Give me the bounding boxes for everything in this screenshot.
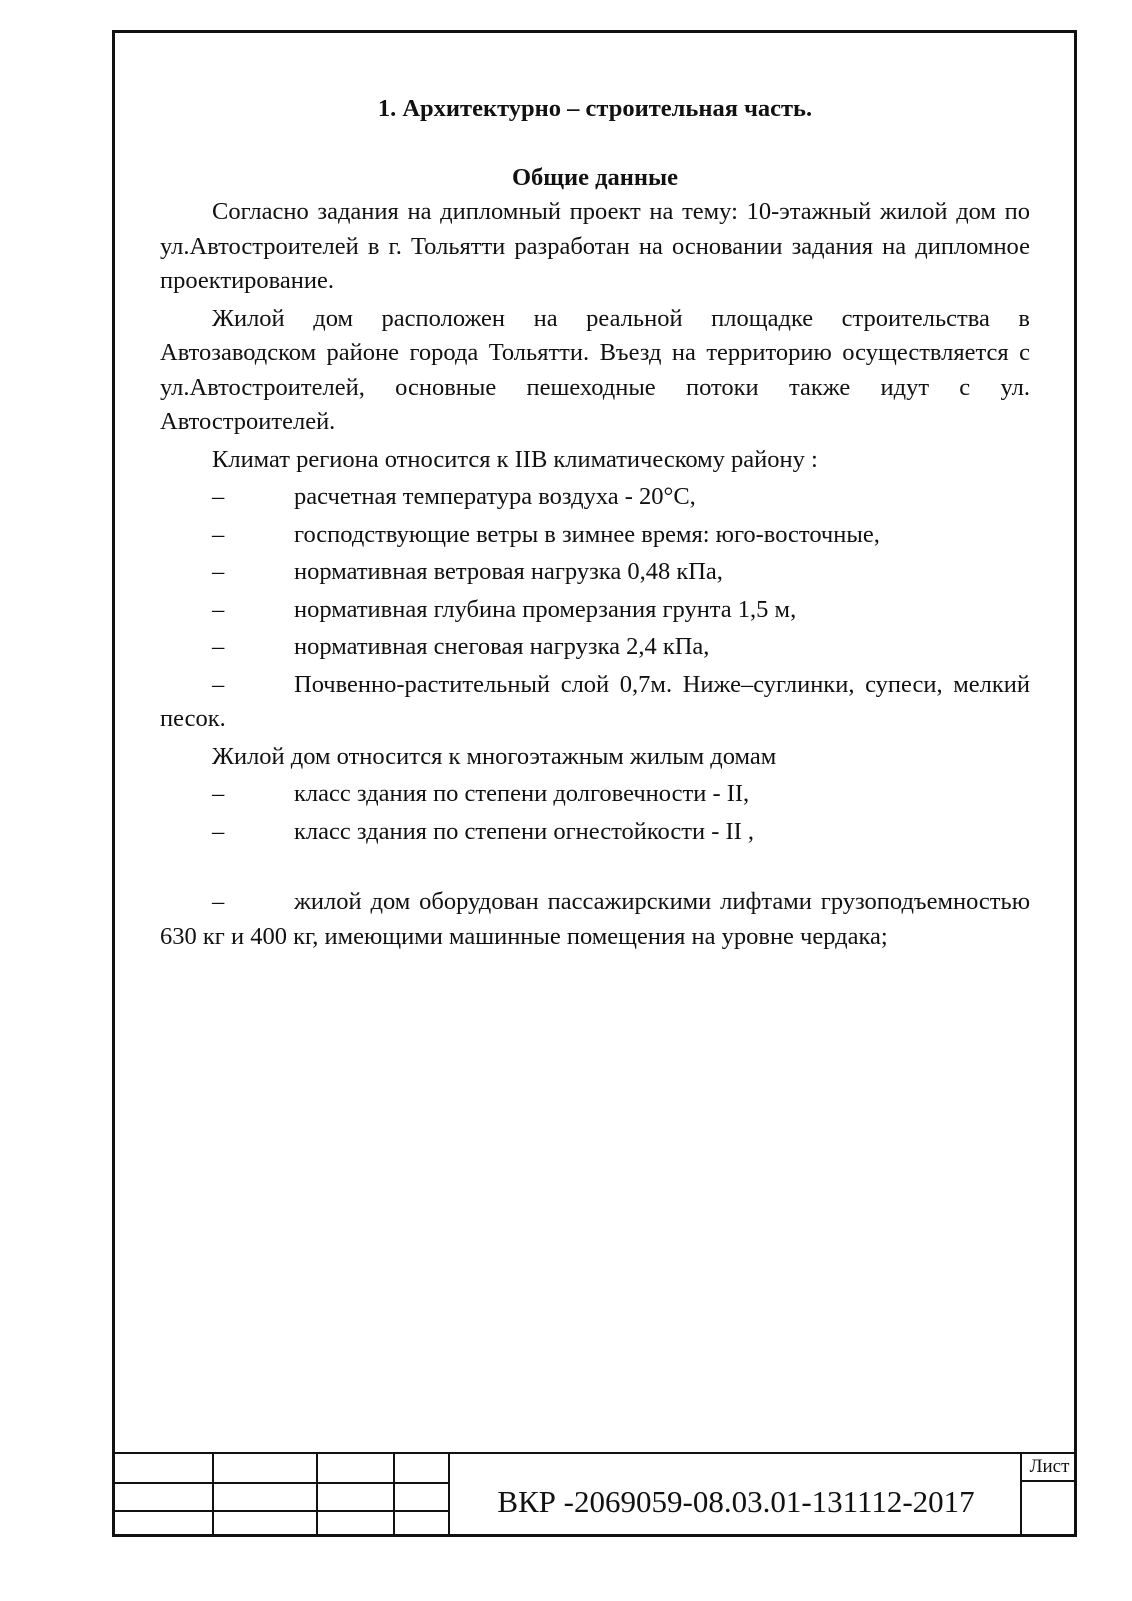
stamp-top-line — [112, 1452, 1077, 1454]
list-dash: – — [212, 633, 225, 660]
stamp-col-line — [316, 1452, 318, 1537]
stamp-sheet-line — [1022, 1480, 1077, 1482]
list-item: – Почвенно-растительный слой 0,7м. Ниже–суглинки, супеси, мелкий песок. — [160, 668, 1030, 737]
subsection-heading: Общие данные — [512, 163, 678, 191]
list-item: – нормативная глубина промерзания грунта 1,5 м, — [160, 593, 1030, 628]
paragraph-location: Жилой дом расположен на реальной площадке строительства в Автозаводском районе города Тольятти. Въезд на территорию осуществляется с ул.Автостроителей, основные пешеходные потоки также идут с ул. Автостроителей. — [160, 304, 1030, 435]
paragraph-building-type: Жилой дом относится к многоэтажным жилым домам — [212, 742, 777, 770]
list-item-elevators: – жилой дом оборудован пассажирскими лифтами грузоподъемностью 630 кг и 400 кг, имеющими машинные помещения на уровне чердака; — [160, 885, 1030, 954]
list-dash: – — [212, 558, 225, 585]
list-dash: – — [212, 520, 225, 548]
document-body — [160, 92, 1073, 954]
list-item: – нормативная ветровая нагрузка 0,48 кПа, — [160, 555, 1030, 590]
list-item: – расчетная температура воздуха - 20°С, — [160, 480, 1030, 515]
stamp-col-line — [212, 1452, 214, 1537]
list-item: – господствующие ветры в зимнее время: юго-восточные, — [160, 518, 1030, 553]
sheet-label: Лист — [1029, 1456, 1070, 1477]
list-dash: – — [212, 888, 225, 915]
list-item: – класс здания по степени огнестойкости - II , — [160, 815, 1030, 850]
document-code: ВКР -2069059-08.03.01-131112-2017 — [497, 1484, 975, 1519]
list-dash: – — [212, 483, 225, 510]
list-dash: – — [212, 670, 225, 698]
stamp-col-line — [393, 1452, 395, 1537]
stamp-row-line — [112, 1510, 450, 1512]
section-heading: 1. Архитектурно – строительная часть. — [377, 95, 813, 122]
list-dash: – — [212, 817, 225, 845]
paragraph-assignment: Согласно задания на дипломный проект на тему: 10-этажный жилой дом по ул.Автостроителей в г. Тольятти разработан на основании задания на дипломное проектирование. — [160, 198, 1030, 294]
list-item: – нормативная снеговая нагрузка 2,4 кПа, — [160, 630, 1030, 665]
list-item: – класс здания по степени долговечности - II, — [160, 777, 1030, 812]
list-dash: – — [212, 780, 225, 807]
paragraph-climate: Климат региона относится к IIВ климатическому району : — [212, 445, 818, 473]
stamp-row-line — [112, 1482, 450, 1484]
list-dash: – — [212, 595, 225, 623]
